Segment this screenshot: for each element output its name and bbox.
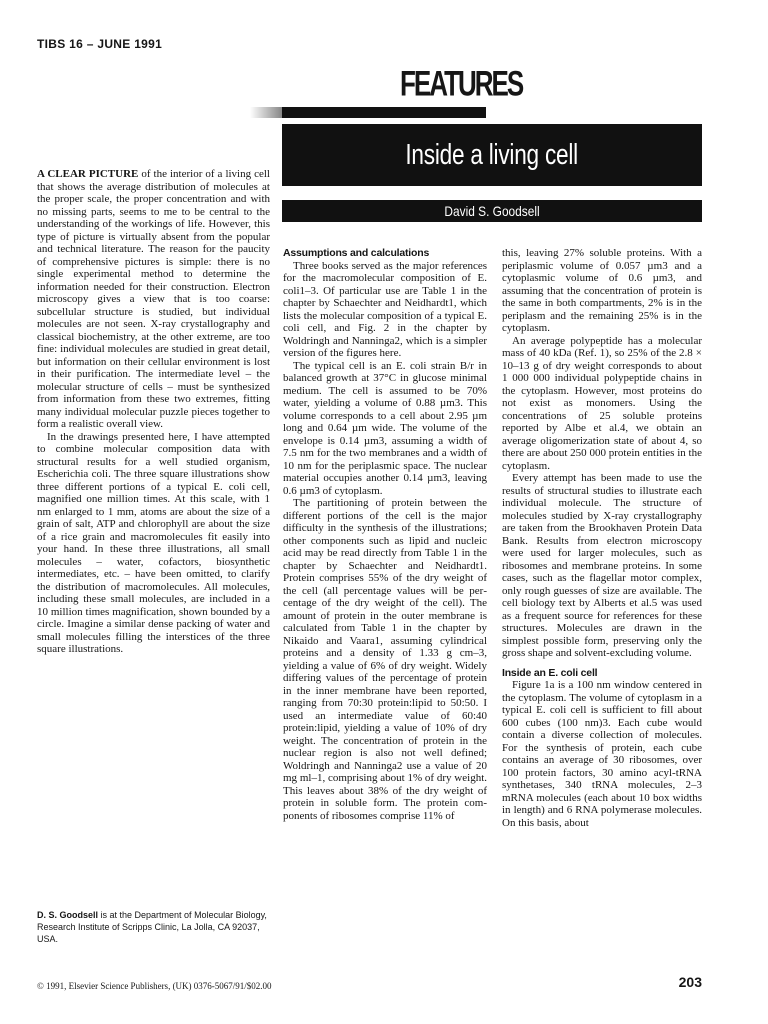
paragraph: Every attempt has been made to use the results of structural studies to illustrate each individual molecule. The structure of molecules studied by X-ray crystallography are taken from the Brookhaven Protein Data Bank. Results from electron microscopy were used for larger molecules, such as ribosomes and membrane proteins. In some cases, such as the flagellar motor complex, only rough guesses of size are available. The cell biology text by Alberts et al.5 was used as a frequent source for references for these structures. Molecules are drawn in the simplest possible form, preserving only the gross shape and solvent-excluding volume. <box>502 472 702 659</box>
section-heading: Assumptions and calculations <box>283 247 430 259</box>
column-2 <box>283 247 487 822</box>
page-number: 203 <box>678 974 702 990</box>
column-1 <box>37 168 270 656</box>
section-label: FEATURES <box>400 63 523 104</box>
author-affiliation <box>37 909 270 945</box>
intro-text: of the interior of a living cell that shows the average distribution of molecules at the proper scale, the proper concentration and with no missing parts, seems to me to be central to the understanding of the workings of life. However, this type of picture is virtually absent from the popular and technical literature. The reason for the paucity of comprehensive pictures is simple: there is no single experimental method to determine the information needed for their construction. Electron microscopy gives a view that is too coarse: subcellular structure is studied, but individual molecules are not seen. X-ray crystallography and classical biochemistry, at the other extreme, are too fine: individual molecules are studied in great detail, but information on their cellular environment is lost in their purification. The intermediate level – the molecular structure of cells – must be synthesized from information from these two extremes, fitting many individual molecular puzzle pieces together to form a realistic overall view. <box>37 168 270 430</box>
paragraph: The partitioning of protein between the different portions of the cell is the major difficulty in the synthesis of the illustrations; other components such as lipid and nucleic acid may be read directly from Table 1 in the chapter by Schaechter and Neidhardt1. Protein comprises 55% of the dry weight of the cell (all percentage values will be percentage of the dry weight of the cell). The amount of protein in the outer membrane is calculated from Table 1 in the chapter by Nikaido and Vaara1, assuming cylindrical proteins and a density of 1.33 g cm–3, yielding a value of 6% of dry weight. Widely differing values of the percentage of protein in the inner membrane have been reported, ranging from 70:30 protein:lipid to 50:50. I used an intermediate value of 60:40 protein:lipid, yielding a value of 10% of dry weight. The concentration of protein in the nuclear region is also not well defined; Woldringh and Nanninga2 use a value of 20 mg ml–1, comprising about 1% of dry weight. This leaves about 38% of the dry weight of protein in soluble form. The protein components of ribosomes comprise 11% of <box>283 497 487 822</box>
paragraph: Three books served as the major references for the macromolecular composition of E. coli1–3. Of particular use are Table 1 in the chapter by Schaechter and Neidhardt1, which lists the molecular composition of a typical E. coli cell, and Fig. 2 in the chapter by Woldringh and Nanninga2, which is a simpler version of the figures here. <box>283 259 487 359</box>
column-3 <box>502 247 702 829</box>
affiliation-name: D. S. Goodsell <box>37 910 99 920</box>
author-name: David S. Goodsell <box>444 203 540 219</box>
section-heading: Inside an E. coli cell <box>502 666 598 679</box>
article-title: Inside a living cell <box>405 138 579 171</box>
title-banner <box>282 124 702 186</box>
paragraph: An average polypeptide has a molecular mass of 40 kDa (Ref. 1), so 25% of the 2.8 × 10–13 g of dry weight corresponds to about 1 000 000 individual polypeptide chains in the cytoplasm. However, most proteins do not exist as monomers. Using the concentrations of 25 soluble proteins reported by Albe et al.4, we obtain an average oligomerization state of about 4, so there are about 250 000 protein entities in the cytoplasm. <box>502 334 702 472</box>
affiliation-text: is at the Department of Molecular Biology, Research Institute of Scripps Clinic, La Jolla, CA 92037, USA. <box>37 910 267 944</box>
author-banner <box>282 200 702 222</box>
paragraph: The typical cell is an E. coli strain B/r in balanced growth at 37°C in glucose minimal medium. The cell is assumed to be 70% water, yielding a volume of 0.88 µm3. This volume corresponds to a cell about 2.95 µm long and 0.64 µm wide. The volume of the envelope is 0.14 µm3, assuming a width of 7.5 nm for the two membranes and a width of 10 nm for the periplasmic space. The nuclear material occupies another 0.14 µm3, leaving 0.6 µm3 of cytoplasm. <box>283 359 487 497</box>
copyright-line: © 1991, Elsevier Science Publishers, (UK) 0376-5067/91/$02.00 <box>37 981 272 991</box>
paragraph: In the drawings presented here, I have attempted to combine molecular composition data with structural results for a well studied organism, Escherichia coli. The three square illustrations show three different portions of a typical E. coli cell, magnified one million times. At this scale, with 1 nm enlarged to 1 mm, atoms are about the size of a grain of salt, ATP and chlorophyll are about the size of a rice grain and macromolecules fit easily into your hand. In these three illustrations, all small molecules – water, cofactors, biosynthetic intermediates, etc. – have been omitted, to clarify the distribution of macromolecules. All molecules, including these small molecules, are included in a 10 million times magnification, shown bounded by a circle. Imagine a similar dense packing of water and small molecules filling the interstices of the three square illustrations. <box>37 430 270 655</box>
header-rule <box>282 107 486 118</box>
paragraph: this, leaving 27% soluble proteins. With a periplasmic volume of 0.057 µm3 and a cytoplasmic volume of 0.6 µm3, and assuming that the concentration of protein is the same in both compartments, 2% is in the periplasm and the remaining 25% is in the cytoplasm. <box>502 247 702 334</box>
paragraph: Figure 1a is a 100 nm window centered in the cytoplasm. The volume of cytoplasm in a typical E. coli cell is sufficient to fill about 600 cubes (100 nm)3. Each cube would contain a diverse collection of molecules. For the synthesis of protein, each cube contains an average of 30 ribosomes, over 100 protein factors, 30 amino acyl-tRNA synthetases, 340 tRNA molecules, 2–3 mRNA molecules (each about 10 box widths in length) and 6 RNA polymerase molecules. On this basis, about <box>502 679 702 829</box>
intro-paragraph <box>37 168 270 431</box>
journal-header: TIBS 16 – JUNE 1991 <box>37 37 163 51</box>
header-rule-fade <box>250 107 284 118</box>
lead-in: A CLEAR PICTURE <box>37 168 139 180</box>
